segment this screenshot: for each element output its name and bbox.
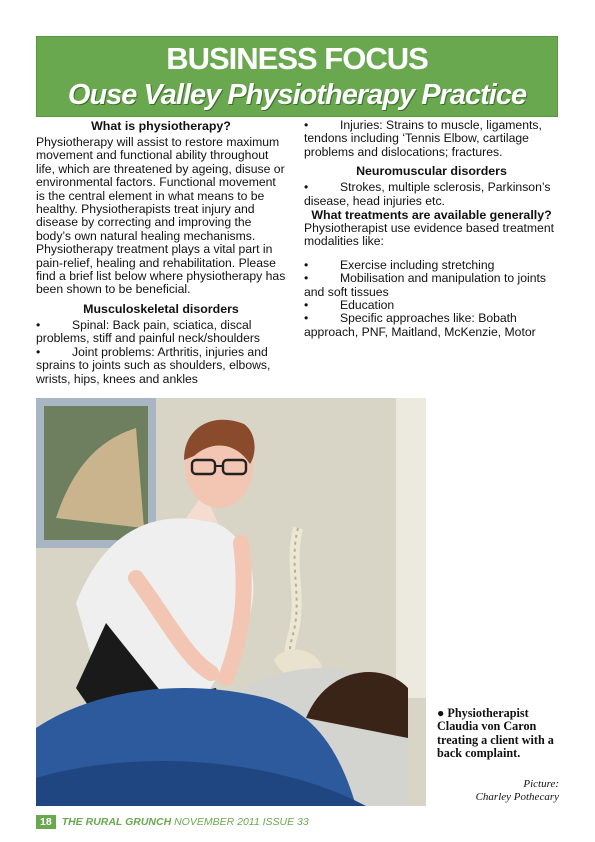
heading-musculoskeletal: Musculoskeletal disorders [83,301,239,316]
list-item-text: Exercise including stretching [340,257,495,272]
bullet-icon: • [304,311,309,326]
list-item-text: Injuries: Strains to muscle, ligaments, tendons including ‘Tennis Elbow, cartilage problems and dislocations; fractures. [304,118,542,159]
bullet-icon: • [304,118,309,132]
list-item [304,272,559,299]
list-item [304,181,559,208]
treatments-intro: Physiotherapist use evidence based treatment modalities like: [304,221,554,249]
list-item-text: Strokes, multiple sclerosis, Parkinson’s disease, head injuries etc. [304,180,551,208]
bullet-icon: • [36,317,41,332]
page-number: 18 [36,815,56,829]
list-item-text: Education [340,298,395,313]
bullet-icon: • [304,298,309,313]
photo-caption: ● Physiotherapist Claudia von Caron treating a client with a back complaint. [437,706,554,761]
bullet-icon: • [304,271,309,286]
heading-what-is-physiotherapy: What is physiotherapy? [91,119,231,133]
publication-name: THE RURAL GRUNCH [61,816,172,828]
list-item [304,299,559,312]
list-item [304,312,559,339]
credit-label: Picture: [523,778,559,790]
bullet-icon: • [304,180,309,195]
list-item-text: Spinal: Back pain, sciatica, discal problems, stiff and painful neck/shoulders [36,317,261,346]
bullet-icon: • [304,257,309,272]
list-item [36,346,286,386]
section-title: BUSINESS FOCUS [166,41,428,76]
photo-credit [437,778,559,804]
article-column-right [304,119,559,339]
credit-name: Charley Pothecary [475,791,559,803]
issue-info: NOVEMBER 2011 ISSUE 33 [174,816,309,828]
page-footer [36,815,309,829]
list-item-text: Joint problems: Arthritis, injuries and sprains to joints such as shoulders, elbows, wrists, hips, knees and ankles [36,344,271,386]
list-item [304,259,559,272]
heading-treatments: What treatments are available generally? [311,208,552,223]
treatment-photo-illustration [36,398,426,806]
article-column-left [36,119,286,386]
title-banner [36,36,558,117]
list-item-text: Specific approaches like: Bobath approach, PNF, Maitland, McKenzie, Motor [304,311,536,339]
bullet-icon: • [36,344,41,359]
heading-neuromuscular: Neuromuscular disorders [356,164,507,179]
list-item [304,119,559,159]
treatment-photo [36,398,426,806]
business-name-title: Ouse Valley Physiotherapy Practice [67,79,527,111]
list-item [36,319,286,346]
intro-paragraph: Physiotherapy will assist to restore maximum movement and functional ability throughout life, which are threatened by ageing, disuse or environmental factors. Functional movement is the central element in what means to be healthy. Physiotherapists treat injury and disease by correcting and improving the body’s own natural healing mechanisms. Physiotherapy treatment plays a vital part in pain-relief, healing and rehabilitation. Please find a brief list below where physiotherapy has been shown to be beneficial. [36,135,286,297]
list-item-text: Mobilisation and manipulation to joints and soft tissues [304,271,546,299]
